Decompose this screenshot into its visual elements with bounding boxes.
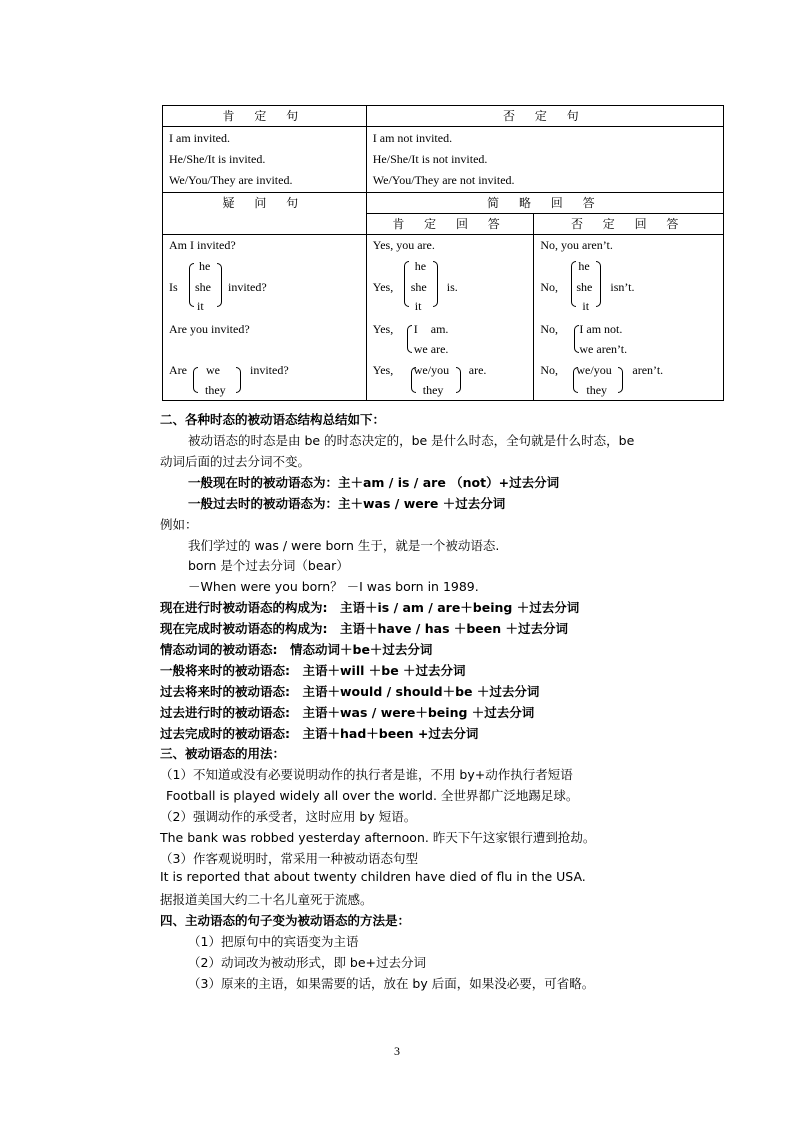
- no-we-arent: we aren’t.: [579, 342, 628, 356]
- brace-left: [407, 325, 412, 353]
- example-line: －When were you born？ －I was born in 1989.: [188, 579, 479, 594]
- example-label: 例如：: [160, 517, 198, 532]
- usage-line: （2）强调动作的承受者，这时应用 by 短语。: [160, 809, 417, 824]
- brace-right: [596, 261, 601, 307]
- q-she: she: [195, 280, 211, 294]
- q-they: they: [205, 383, 226, 397]
- no-label: No,: [540, 363, 559, 377]
- aff-cell: [163, 127, 367, 193]
- no-i-am-not: I am not.: [579, 322, 623, 336]
- yes-they: they: [422, 383, 444, 397]
- yes-we-are: we are.: [413, 342, 449, 356]
- formula-line: 一般将来时的被动语态: 主语＋will ＋be ＋过去分词: [160, 663, 466, 678]
- usage-example: It is reported that about twenty children have died of flu in the USA.: [160, 869, 586, 884]
- neg-cell: [366, 127, 723, 193]
- yes-label: Yes,: [372, 322, 394, 336]
- no-he: he: [578, 259, 590, 273]
- q-invited-2: invited?: [250, 363, 289, 377]
- yes-is: is.: [446, 280, 458, 294]
- aff-line: We/You/They are invited.: [169, 173, 293, 187]
- q-are-you: Are you invited?: [169, 322, 250, 336]
- section-4-title: 四、主动语态的句子变为被动语态的方法是：: [160, 913, 411, 928]
- short-yes-header: 肯 定 回 答: [366, 214, 534, 235]
- brace-right: [456, 367, 461, 393]
- yes-label: Yes,: [372, 280, 394, 294]
- paragraph: 动词后面的过去分词不变。: [160, 454, 311, 469]
- q-it: it: [197, 299, 204, 313]
- neg-line: We/You/They are not invited.: [372, 173, 515, 187]
- yes-you-are: Yes, you are.: [372, 238, 435, 252]
- no-she: she: [576, 280, 593, 294]
- formula-line: 现在完成时被动语态的构成为: 主语＋have / has ＋been ＋过去分词: [160, 621, 569, 636]
- voice-table: [162, 105, 724, 401]
- yes-am: am.: [430, 322, 449, 336]
- yes-we-you: we/you: [413, 363, 450, 377]
- method-line: （2）动词改为被动形式，即 be+过去分词: [188, 955, 427, 970]
- question-header: 疑 问 句: [163, 193, 367, 235]
- usage-line: （3）作客观说明时，常采用一种被动语态句型: [160, 851, 418, 866]
- formula-line: 过去进行时的被动语态: 主语＋was / were＋being ＋过去分词: [160, 705, 535, 720]
- formula-line: 过去完成时的被动语态: 主语＋had＋been +过去分词: [160, 726, 479, 741]
- formula-line: 现在进行时被动语态的构成为: 主语＋is / am / are＋being ＋过去分词: [160, 600, 580, 615]
- short-answer-header: 简 略 回 答: [366, 193, 723, 214]
- section-3-title: 三、被动语态的用法：: [160, 746, 286, 761]
- formula-line: 情态动词的被动语态: 情态动词＋be＋过去分词: [160, 642, 433, 657]
- paragraph: 被动语态的时态是由 be 的时态决定的，be 是什么时态，全句就是什么时态，be: [188, 433, 635, 448]
- formula-line: 过去将来时的被动语态: 主语＋would / should＋be ＋过去分词: [160, 684, 540, 699]
- q-we: we: [206, 363, 220, 377]
- yes-label: Yes,: [372, 363, 394, 377]
- yes-she: she: [410, 280, 427, 294]
- short-no-header: 否 定 回 答: [534, 214, 724, 235]
- yes-cell: [366, 235, 534, 401]
- neg-line: He/She/It is not invited.: [372, 152, 488, 166]
- yes-i: I: [413, 322, 418, 336]
- brace-left: [404, 261, 409, 307]
- formula-past: 一般过去时的被动语态为：主＋was / were ＋过去分词: [188, 496, 506, 511]
- brace-right: [433, 261, 438, 307]
- no-cell: [534, 235, 724, 401]
- no-they: they: [586, 383, 608, 397]
- q-he: he: [199, 259, 211, 273]
- neg-line: I am not invited.: [372, 131, 453, 145]
- yes-he: he: [414, 259, 427, 273]
- usage-example: 据报道美国大约二十名儿童死于流感。: [160, 892, 373, 907]
- method-line: （3）原来的主语，如果需要的话，放在 by 后面，如果没必要，可省略。: [188, 976, 595, 991]
- brace-left: [189, 263, 194, 307]
- usage-example: Football is played widely all over the world. 全世界都广泛地踢足球。: [166, 788, 579, 803]
- no-it: it: [582, 299, 590, 313]
- formula-present: 一般现在时的被动语态为：主＋am / is / are （not）+过去分词: [188, 475, 560, 490]
- brace-left: [193, 367, 198, 393]
- brace-right: [236, 367, 241, 393]
- neg-header: 否 定 句: [366, 106, 723, 127]
- no-label: No,: [540, 280, 559, 294]
- usage-line: （1）不知道或没有必要说明动作的执行者是谁，不用 by+动作执行者短语: [160, 767, 573, 782]
- method-line: （1）把原句中的宾语变为主语: [188, 934, 359, 949]
- q-is: Is: [169, 280, 178, 294]
- q-am: Am I invited?: [169, 238, 236, 252]
- aff-line: He/She/It is invited.: [169, 152, 266, 166]
- example-line: born 是个过去分词（bear）: [188, 558, 349, 573]
- question-cell: [163, 235, 367, 401]
- yes-it: it: [414, 299, 422, 313]
- q-are: Are: [169, 363, 187, 377]
- no-we-you: we/you: [576, 363, 612, 377]
- no-arent: aren’t.: [632, 363, 664, 377]
- q-invited: invited?: [228, 280, 267, 294]
- usage-example: The bank was robbed yesterday afternoon. 昨天下午这家银行遭到抢劫。: [160, 830, 596, 845]
- yes-are: are.: [468, 363, 487, 377]
- no-isnt: isn’t.: [610, 280, 635, 294]
- aff-header: 肯 定 句: [163, 106, 367, 127]
- no-label: No,: [540, 322, 559, 336]
- example-line: 我们学过的 was / were born 生于，就是一个被动语态.: [188, 538, 500, 553]
- section-2-title: 二、各种时态的被动语态结构总结如下：: [160, 412, 386, 427]
- aff-line: I am invited.: [169, 131, 230, 145]
- brace-right: [217, 263, 222, 307]
- page-number: 3: [394, 1044, 400, 1058]
- no-you-arent: No, you aren’t.: [540, 238, 613, 252]
- brace-right: [618, 367, 623, 393]
